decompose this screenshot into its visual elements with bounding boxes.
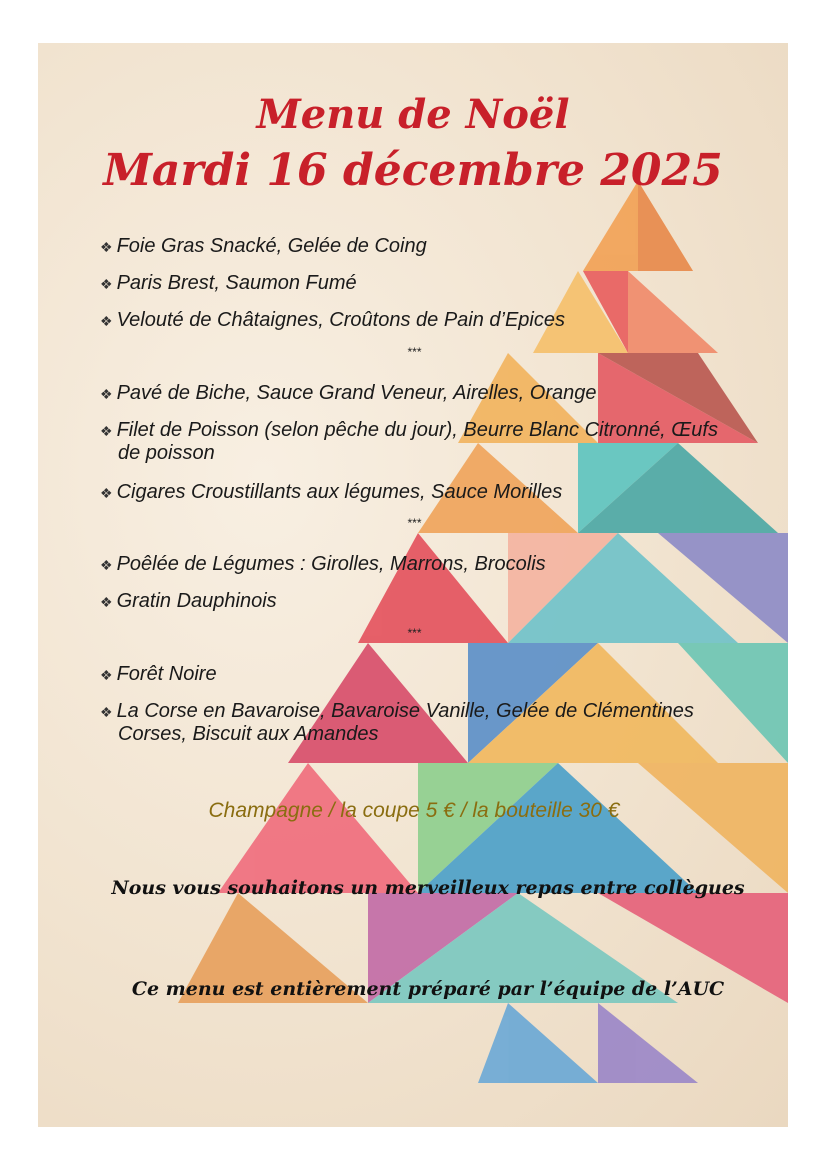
menu-item: ❖ Paris Brest, Saumon Fumé: [100, 272, 357, 294]
menu-date: Mardi 16 décembre 2025: [103, 145, 723, 196]
menu-item: ❖ Poêlée de Légumes : Girolles, Marrons, Brocolis: [100, 553, 546, 575]
menu-title: Menu de Noël: [256, 91, 570, 138]
diamond-quad-icon: ❖: [100, 594, 113, 610]
diamond-quad-icon: ❖: [100, 485, 113, 501]
menu-item: ❖ Pavé de Biche, Sauce Grand Veneur, Airelles, Orange: [100, 382, 597, 404]
menu-item: ❖ Forêt Noire: [100, 663, 217, 685]
course-separator: ***: [406, 626, 421, 640]
diamond-quad-icon: ❖: [100, 239, 113, 255]
course-separator: ***: [406, 516, 421, 530]
christmas-tree-illustration: [38, 43, 788, 1127]
champagne-price: Champagne / la coupe 5 € / la bouteille 30 €: [208, 799, 620, 822]
footer-note: Ce menu est entièrement préparé par l’équipe de l’AUC: [131, 978, 725, 1000]
menu-item: ❖ Velouté de Châtaignes, Croûtons de Pain d’Epices: [100, 309, 565, 331]
diamond-quad-icon: ❖: [100, 423, 113, 439]
diamond-quad-icon: ❖: [100, 276, 113, 292]
menu-item: ❖ La Corse en Bavaroise, Bavaroise Vanille, Gelée de Clémentines Corses, Biscuit aux Amandes: [100, 700, 694, 745]
wish-message: Nous vous souhaitons un merveilleux repas entre collègues: [111, 877, 745, 899]
diamond-quad-icon: ❖: [100, 313, 113, 329]
diamond-quad-icon: ❖: [100, 557, 113, 573]
diamond-quad-icon: ❖: [100, 386, 113, 402]
menu-poster: [38, 43, 788, 1127]
diamond-quad-icon: ❖: [100, 704, 113, 720]
menu-item: ❖ Cigares Croustillants aux légumes, Sauce Morilles: [100, 481, 563, 503]
diamond-quad-icon: ❖: [100, 667, 113, 683]
menu-item: ❖ Gratin Dauphinois: [100, 590, 277, 612]
menu-item: ❖ Filet de Poisson (selon pêche du jour), Beurre Blanc Citronné, Œufs de poisson: [100, 419, 718, 464]
menu-item: ❖ Foie Gras Snacké, Gelée de Coing: [100, 235, 427, 257]
course-separator: ***: [406, 345, 421, 359]
